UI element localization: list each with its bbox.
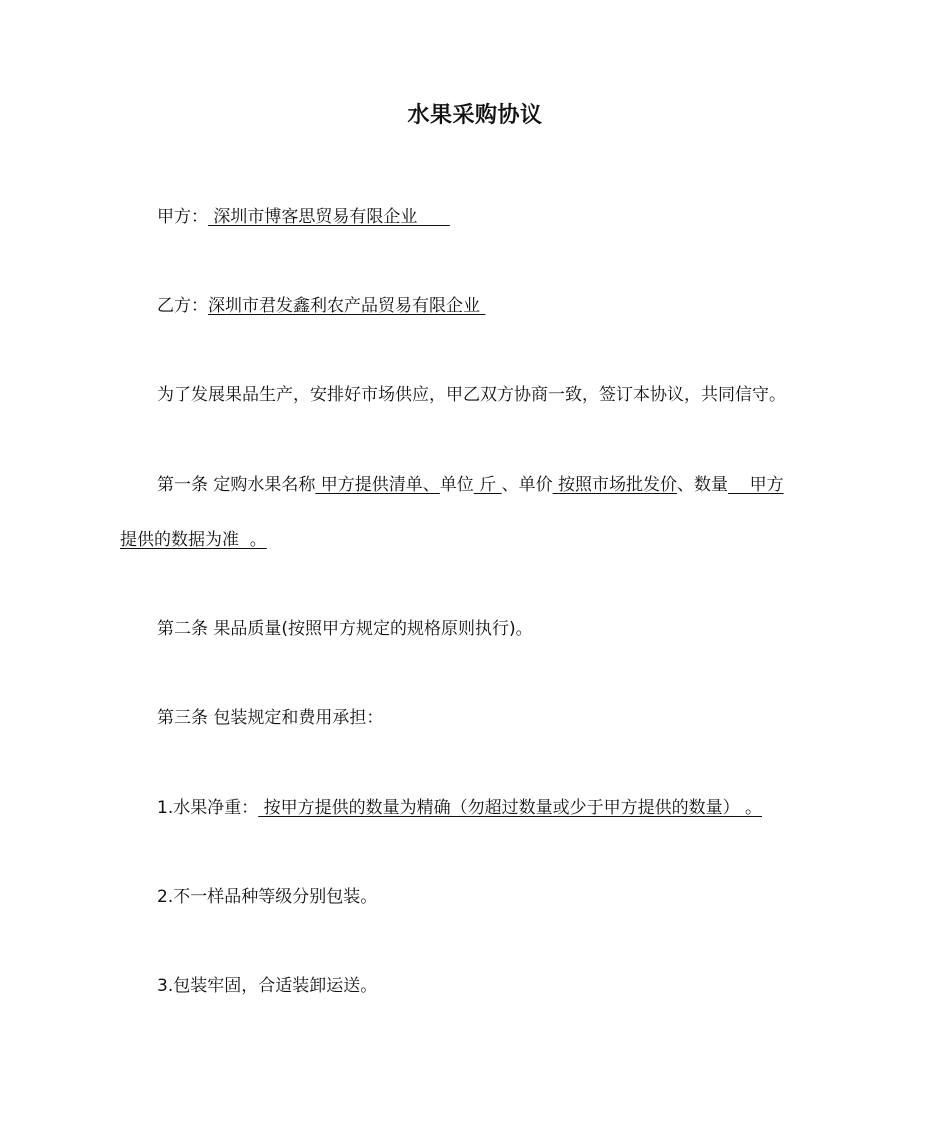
- article-1-price-label: 、单价: [501, 475, 553, 495]
- preamble-text: 为了发展果品生产，安排好市场供应，甲乙双方协商一致，签订本协议，共同信守。: [157, 385, 786, 405]
- article-1-qty-value-cont: 提供的数据为准 。: [120, 530, 267, 550]
- article-3-text: 第三条 包装规定和费用承担：: [157, 708, 384, 728]
- item-1-label: 1.水果净重：: [157, 798, 259, 818]
- item-1-value: 按甲方提供的数量为精确（勿超过数量或少于甲方提供的数量） 。: [258, 798, 763, 818]
- party-b-name: 深圳市君发鑫利农产品贸易有限企业: [208, 296, 486, 316]
- article-1-unit-label: 单位: [439, 475, 474, 495]
- article-1-continuation: [120, 528, 267, 552]
- article-2-text: 第二条 果品质量(按照甲方规定的规格原则执行)。: [157, 619, 533, 639]
- party-b-line: [157, 294, 485, 318]
- article-1-qty-value: 甲方: [728, 475, 784, 495]
- article-1-qty-label: 、数量: [677, 475, 729, 495]
- article-1-line: [157, 473, 784, 497]
- article-1-name-value: 甲方提供清单、: [315, 475, 440, 495]
- item-2-text: 2.不一样品种等级分别包装。: [157, 887, 378, 907]
- party-a-label: 甲方：: [157, 207, 208, 227]
- article-1-price-value: 按照市场批发价: [552, 475, 678, 495]
- item-3-text: 3.包装牢固，合适装卸运送。: [157, 976, 378, 996]
- item-1-line: [157, 796, 762, 820]
- party-b-label: 乙方：: [157, 296, 208, 316]
- document-title: 水果采购协议: [407, 103, 543, 128]
- article-1-unit-value: 斤: [473, 475, 502, 495]
- party-a-line: [157, 205, 450, 229]
- article-1-prefix: 第一条 定购水果名称: [157, 475, 316, 495]
- party-a-name: 深圳市博客思贸易有限企业: [208, 207, 450, 227]
